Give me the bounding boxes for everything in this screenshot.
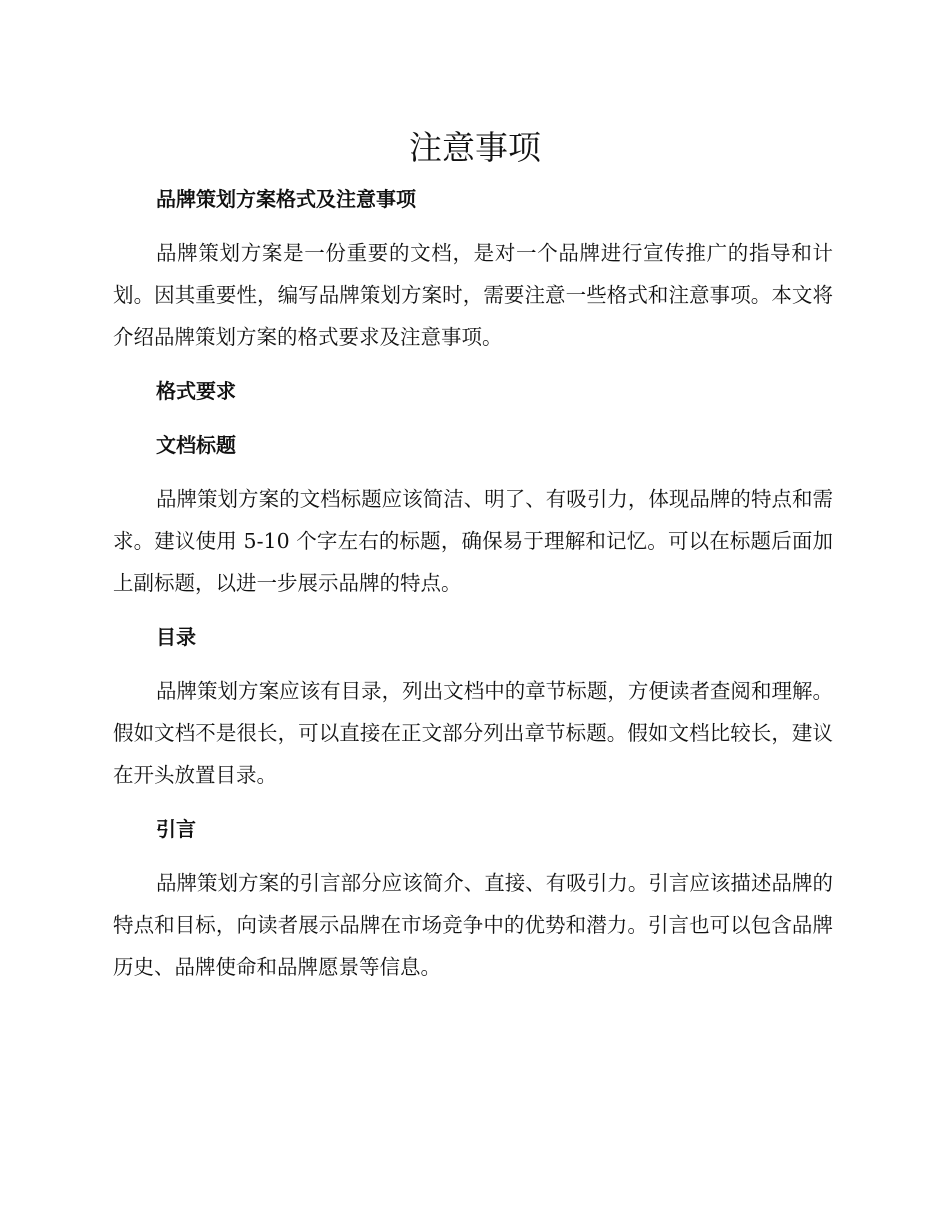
section-heading-intro: 引言 bbox=[156, 817, 196, 841]
document-subtitle: 品牌策划方案格式及注意事项 bbox=[156, 187, 416, 211]
section-body-toc: 品牌策划方案应该有目录，列出文档中的章节标题，方便读者查阅和理解。假如文档不是很长，可以直接在正文部分列出章节标题。假如文档比较长，建议在开头放置目录。 bbox=[113, 679, 833, 787]
document-title: 注意事项 bbox=[409, 128, 541, 167]
section-heading-title: 文档标题 bbox=[156, 433, 236, 457]
format-heading: 格式要求 bbox=[156, 379, 236, 403]
section-heading-toc: 目录 bbox=[156, 625, 196, 649]
document-body bbox=[113, 178, 833, 1000]
section-body-title: 品牌策划方案的文档标题应该简洁、明了、有吸引力，体现品牌的特点和需求。建议使用 5-10 个字左右的标题，确保易于理解和记忆。可以在标题后面加上副标题，以进一步展示品牌的特点。 bbox=[113, 487, 833, 595]
intro-paragraph: 品牌策划方案是一份重要的文档，是对一个品牌进行宣传推广的指导和计划。因其重要性，编写品牌策划方案时，需要注意一些格式和注意事项。本文将介绍品牌策划方案的格式要求及注意事项。 bbox=[113, 241, 833, 349]
section-body-intro: 品牌策划方案的引言部分应该简介、直接、有吸引力。引言应该描述品牌的特点和目标，向读者展示品牌在市场竞争中的优势和潜力。引言也可以包含品牌历史、品牌使命和品牌愿景等信息。 bbox=[113, 871, 833, 979]
